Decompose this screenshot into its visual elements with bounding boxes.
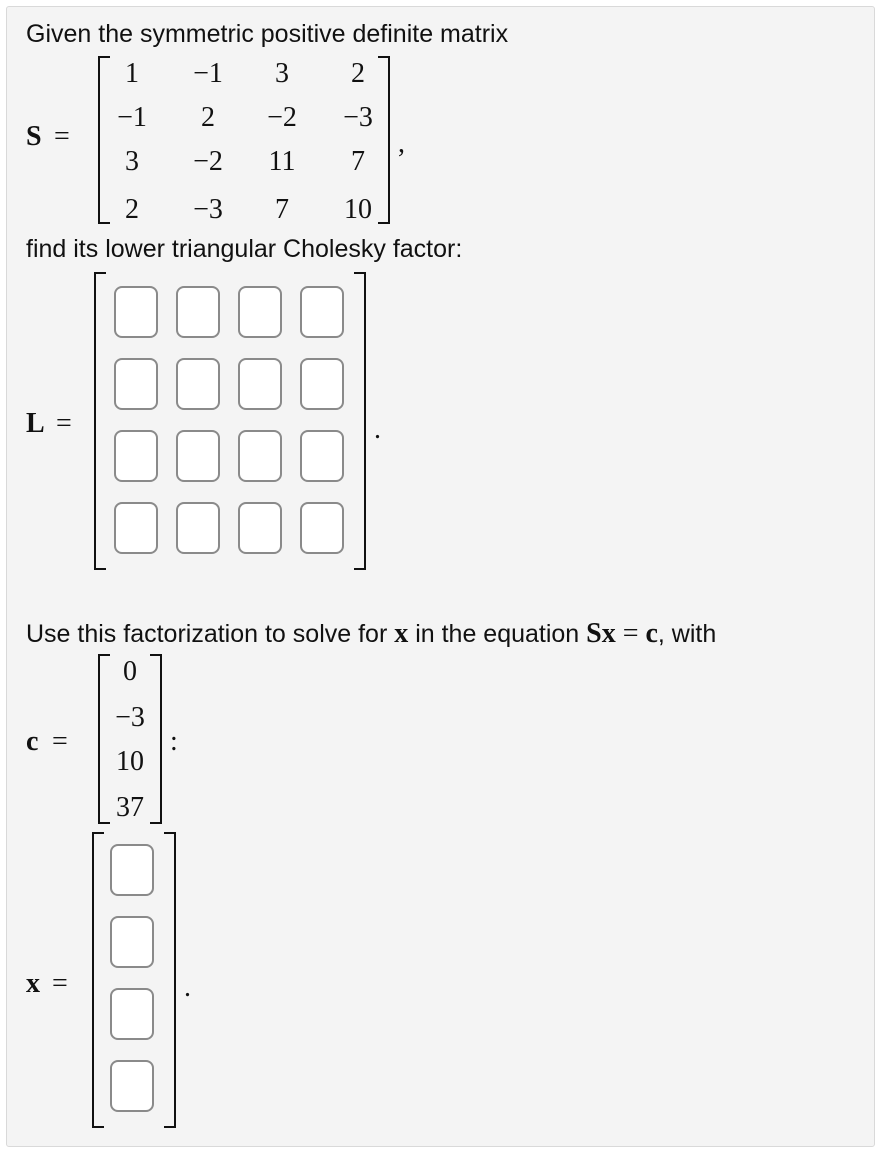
x-entry-input[interactable] xyxy=(110,988,154,1040)
eq-s: S xyxy=(586,618,602,649)
s-trailing-comma: , xyxy=(398,128,405,159)
c-equals: = xyxy=(52,726,68,757)
l-entry-input[interactable] xyxy=(238,430,282,482)
l-left-bracket xyxy=(94,272,106,570)
s-cell: −1 xyxy=(117,102,147,133)
s-cell: −3 xyxy=(343,102,373,133)
s-cell: 2 xyxy=(201,102,215,133)
solve-suffix: , with xyxy=(657,620,717,648)
x-entry-input[interactable] xyxy=(110,916,154,968)
l-entry-input[interactable] xyxy=(238,502,282,554)
x-trailing-period: . xyxy=(184,972,191,1003)
solve-middle: in the equation xyxy=(415,620,580,648)
s-cell: 3 xyxy=(275,58,289,89)
s-cell: −2 xyxy=(193,146,223,177)
s-cell: 7 xyxy=(275,194,289,225)
l-entry-input[interactable] xyxy=(300,286,344,338)
s-cell: 2 xyxy=(351,58,365,89)
c-cell: 37 xyxy=(116,792,144,823)
l-entry-input[interactable] xyxy=(300,358,344,410)
solve-prefix: Use this factorization to solve for xyxy=(26,620,388,648)
c-cell: −3 xyxy=(115,702,145,733)
l-entry-input[interactable] xyxy=(114,286,158,338)
s-cell: −2 xyxy=(267,102,297,133)
x-entry-input[interactable] xyxy=(110,1060,154,1112)
intro-text: Given the symmetric positive definite matrix xyxy=(26,20,509,48)
l-entry-input[interactable] xyxy=(114,430,158,482)
l-entry-input[interactable] xyxy=(238,358,282,410)
s-cell: 7 xyxy=(351,146,365,177)
x-left-bracket xyxy=(92,832,104,1128)
c-label: c xyxy=(26,726,39,757)
s-cell: 1 xyxy=(125,58,139,89)
s-cell: −3 xyxy=(193,194,223,225)
x-label: x xyxy=(26,968,40,999)
l-entry-input[interactable] xyxy=(176,286,220,338)
c-cell: 0 xyxy=(123,656,137,687)
c-cell: 10 xyxy=(116,746,144,777)
s-cell: 11 xyxy=(268,146,296,177)
x-equals: = xyxy=(52,968,68,999)
l-equals: = xyxy=(56,408,72,439)
eq-equals: = xyxy=(622,618,639,649)
l-entry-input[interactable] xyxy=(114,358,158,410)
l-entry-input[interactable] xyxy=(176,430,220,482)
s-cell: 2 xyxy=(125,194,139,225)
cholesky-prompt: find its lower triangular Cholesky factor: xyxy=(26,235,463,263)
eq-x: x xyxy=(601,618,616,649)
l-entry-input[interactable] xyxy=(300,502,344,554)
l-entry-input[interactable] xyxy=(176,502,220,554)
l-entry-input[interactable] xyxy=(238,286,282,338)
l-label: L xyxy=(26,408,45,439)
l-entry-input[interactable] xyxy=(176,358,220,410)
x-entry-input[interactable] xyxy=(110,844,154,896)
l-entry-input[interactable] xyxy=(300,430,344,482)
s-cell: −1 xyxy=(193,58,223,89)
s-label: S xyxy=(26,121,42,152)
l-right-bracket xyxy=(354,272,366,570)
s-equals: = xyxy=(54,121,70,152)
eq-c: c xyxy=(645,618,658,649)
s-cell: 10 xyxy=(344,194,372,225)
s-cell: 3 xyxy=(125,146,139,177)
solve-x-var: x xyxy=(394,618,409,649)
l-trailing-period: . xyxy=(374,414,381,445)
solve-prompt xyxy=(26,618,716,650)
x-right-bracket xyxy=(164,832,176,1128)
c-trailing-colon: : xyxy=(170,726,178,757)
l-entry-input[interactable] xyxy=(114,502,158,554)
